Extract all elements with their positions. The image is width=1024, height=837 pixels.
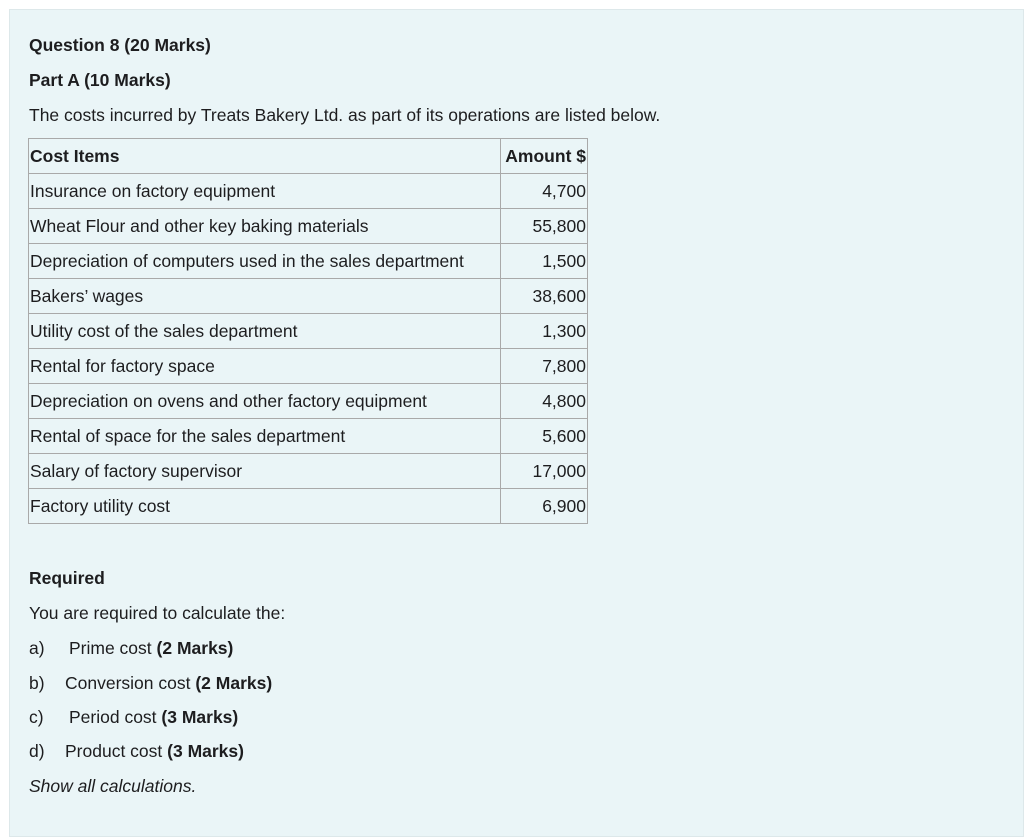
table-row bbox=[29, 349, 588, 384]
cost-table bbox=[28, 138, 588, 524]
amount-cell: 4,700 bbox=[501, 174, 588, 209]
required-instruction: You are required to calculate the: bbox=[29, 603, 286, 623]
cost-item-cell: Wheat Flour and other key baking materials bbox=[29, 209, 501, 244]
header-amount: Amount $ bbox=[501, 139, 588, 174]
required-item-c bbox=[29, 707, 238, 728]
item-marks: (3 Marks) bbox=[161, 707, 239, 727]
table-row bbox=[29, 174, 588, 209]
cost-item-cell: Depreciation of computers used in the sales department bbox=[29, 244, 501, 279]
amount-cell: 17,000 bbox=[501, 454, 588, 489]
item-letter: a) bbox=[29, 638, 45, 658]
cost-item-cell: Rental for factory space bbox=[29, 349, 501, 384]
table-header-row bbox=[29, 139, 588, 174]
amount-cell: 6,900 bbox=[501, 489, 588, 524]
amount-cell: 5,600 bbox=[501, 419, 588, 454]
table-row bbox=[29, 279, 588, 314]
item-marks: (2 Marks) bbox=[156, 638, 234, 658]
amount-cell: 4,800 bbox=[501, 384, 588, 419]
table-row bbox=[29, 384, 588, 419]
cost-item-cell: Depreciation on ovens and other factory equipment bbox=[29, 384, 501, 419]
amount-cell: 55,800 bbox=[501, 209, 588, 244]
table-row bbox=[29, 314, 588, 349]
required-item-b bbox=[29, 673, 272, 694]
table-row bbox=[29, 454, 588, 489]
table-row bbox=[29, 419, 588, 454]
item-letter: d) bbox=[29, 741, 45, 761]
cost-item-cell: Insurance on factory equipment bbox=[29, 174, 501, 209]
required-item-a bbox=[29, 638, 233, 659]
item-marks: (3 Marks) bbox=[167, 741, 244, 761]
question-title: Question 8 (20 Marks) bbox=[29, 35, 211, 55]
required-heading: Required bbox=[29, 568, 105, 588]
item-letter: c) bbox=[29, 707, 44, 727]
item-text: Product cost bbox=[65, 741, 168, 761]
cost-item-cell: Utility cost of the sales department bbox=[29, 314, 501, 349]
amount-cell: 1,300 bbox=[501, 314, 588, 349]
cost-item-cell: Factory utility cost bbox=[29, 489, 501, 524]
question-panel bbox=[9, 9, 1024, 837]
header-cost-items: Cost Items bbox=[29, 139, 501, 174]
table-row bbox=[29, 209, 588, 244]
item-text: Conversion cost bbox=[65, 673, 196, 693]
table-row bbox=[29, 489, 588, 524]
item-text: Prime cost bbox=[69, 638, 157, 658]
cost-item-cell: Bakers’ wages bbox=[29, 279, 501, 314]
item-text: Period cost bbox=[69, 707, 162, 727]
amount-cell: 1,500 bbox=[501, 244, 588, 279]
required-item-d bbox=[29, 741, 244, 762]
show-calculations-note: Show all calculations. bbox=[29, 776, 197, 796]
item-letter: b) bbox=[29, 673, 45, 693]
cost-item-cell: Salary of factory supervisor bbox=[29, 454, 501, 489]
amount-cell: 7,800 bbox=[501, 349, 588, 384]
cost-item-cell: Rental of space for the sales department bbox=[29, 419, 501, 454]
item-marks: (2 Marks) bbox=[195, 673, 273, 693]
intro-text: The costs incurred by Treats Bakery Ltd. as part of its operations are listed below. bbox=[29, 105, 661, 125]
table-row bbox=[29, 244, 588, 279]
part-title: Part A (10 Marks) bbox=[29, 70, 171, 90]
amount-cell: 38,600 bbox=[501, 279, 588, 314]
